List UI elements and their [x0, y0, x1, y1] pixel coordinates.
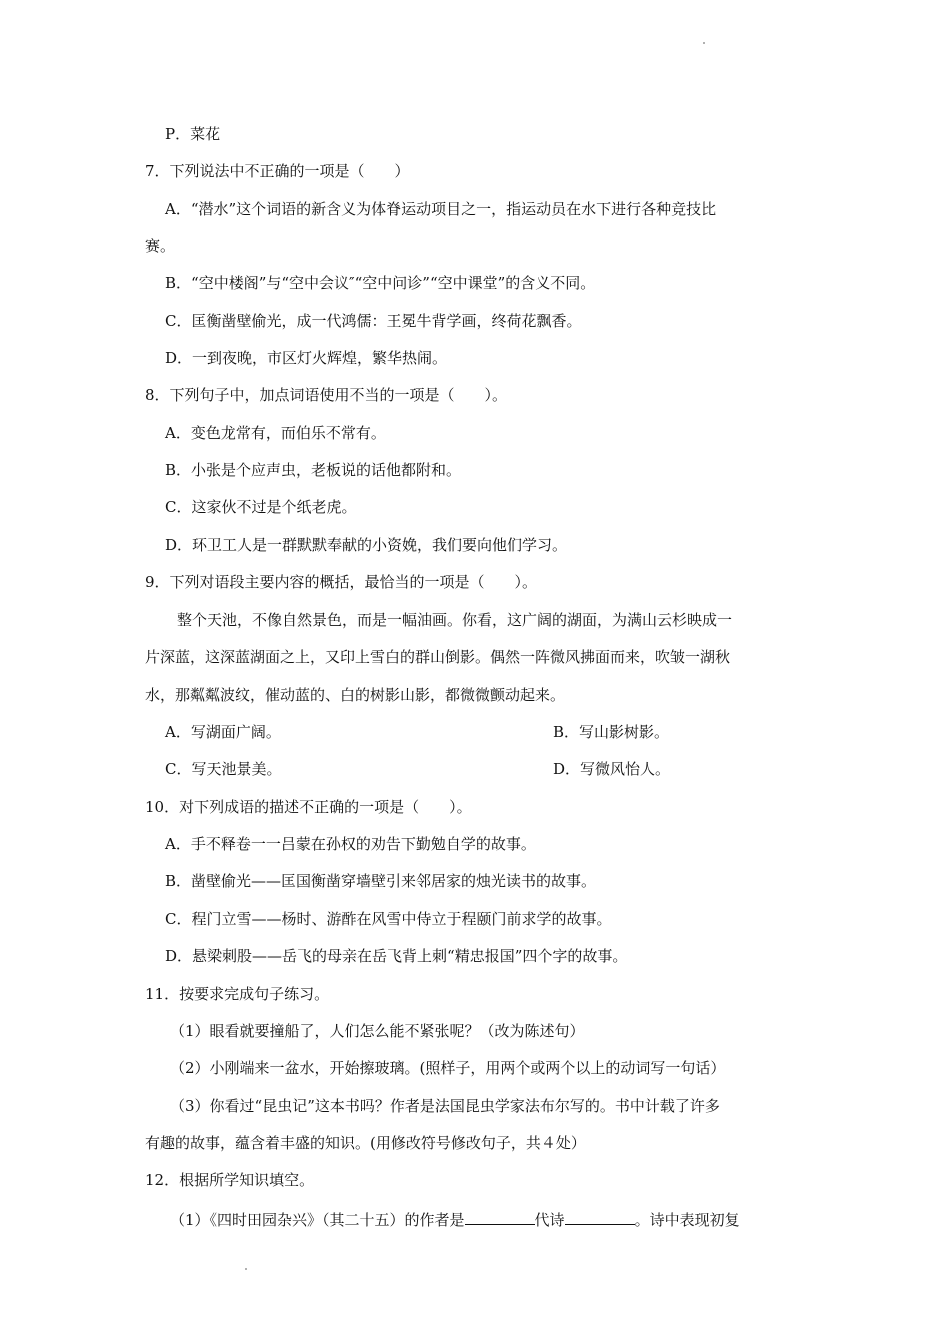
q10-option-b: B．凿壁偷光——匡国衡凿穿墙壁引来邻居家的烛光读书的故事。 [165, 872, 597, 890]
q12-item-1-text-a: （1）《四时田园杂兴》（其二十五）的作者是 [170, 1211, 465, 1229]
q9-option-a: A．写湖面广阔。 [165, 723, 281, 741]
q8-option-b: B．小张是个应声虫，老板说的话他都附和。 [165, 461, 462, 479]
question-10: 10．对下列成语的描述不正确的一项是（ ）。 [145, 798, 472, 816]
q10-option-c: C．程门立雪——杨时、游酢在风雪中侍立于程颐门前求学的故事。 [165, 910, 612, 928]
q7-option-d: D．一到夜晚，市区灯火辉煌，繁华热闹。 [165, 349, 448, 367]
question-12: 12．根据所学知识填空。 [145, 1171, 315, 1189]
question-9: 9．下列对语段主要内容的概括，最恰当的一项是（ ）。 [145, 573, 538, 591]
answer-blank-poet[interactable] [565, 1208, 635, 1225]
q11-item-2: （2）小刚端来一盆水，开始擦玻璃。(照样子，用两个或两个以上的动词写一句话） [170, 1059, 726, 1077]
q9-option-c: C．写天池景美。 [165, 760, 282, 778]
q7-option-a-cont: 赛。 [145, 237, 176, 255]
q9-passage-line-3: 水，那粼粼波纹，催动蓝的、白的树影山影，都微微颤动起来。 [145, 686, 566, 704]
question-8: 8．下列句子中，加点词语使用不当的一项是（ ）。 [145, 386, 508, 404]
q7-option-b: B．“空中楼阁”与“空中会议″“空中问诊”“空中课堂”的含义不同。 [165, 274, 596, 292]
question-11: 11．按要求完成句子练习。 [145, 985, 330, 1003]
q9-option-b: B．写山影树影。 [553, 723, 670, 741]
scan-dot [245, 1268, 247, 1270]
q12-item-1-text-c: 。诗中表现初复 [634, 1211, 740, 1229]
q11-item-1: （1）眼看就要撞船了，人们怎么能不紧张呢？（改为陈述句） [170, 1022, 585, 1040]
q7-option-c: C．匡衡凿壁偷光，成一代鸿儒：王冕牛背学画，终荷花飘香。 [165, 312, 582, 330]
q8-option-d: D．环卫工人是一群默默奉献的小资娩，我们要向他们学习。 [165, 536, 568, 554]
q9-option-d: D．写微风怡人。 [553, 760, 671, 778]
answer-blank-dynasty[interactable] [465, 1208, 535, 1225]
q12-item-1 [170, 1208, 740, 1230]
q8-option-c: C．这家伙不过是个纸老虎。 [165, 498, 357, 516]
option-p: P．菜花 [165, 125, 221, 143]
q9-passage-line-1: 整个天池，不像自然景色，而是一幅油画。你看，这广阔的湖面，为满山云杉映成一 [177, 611, 733, 629]
q8-option-a: A．变色龙常有，而伯乐不常有。 [165, 424, 386, 442]
q7-option-a: A．“潜水”这个词语的新含义为体脊运动项目之一，指运动员在水下进行各种竞技比 [165, 200, 717, 218]
q11-item-3-cont: 有趣的故事，蕴含着丰盛的知识。(用修改符号修改句子，共４处） [145, 1134, 586, 1152]
q10-option-a: A．手不释卷一一吕蒙在孙权的劝告下勤勉自学的故事。 [165, 835, 536, 853]
q10-option-d: D．悬梁刺股——岳飞的母亲在岳飞背上刺“精忠报国”四个字的故事。 [165, 947, 628, 965]
scan-dot [703, 42, 705, 44]
q9-passage-line-2: 片深蓝，这深蓝湖面之上，又印上雪白的群山倒影。偶然一阵微风拂面而来，吹皱一湖秋 [145, 648, 731, 666]
q11-item-3: （3）你看过“昆虫记”这本书吗？作者是法国昆虫学家法布尔写的。书中计载了许多 [170, 1097, 720, 1115]
q12-item-1-text-b: 代诗 [534, 1211, 565, 1229]
question-7: 7．下列说法中不正确的一项是（ ） [145, 162, 410, 180]
